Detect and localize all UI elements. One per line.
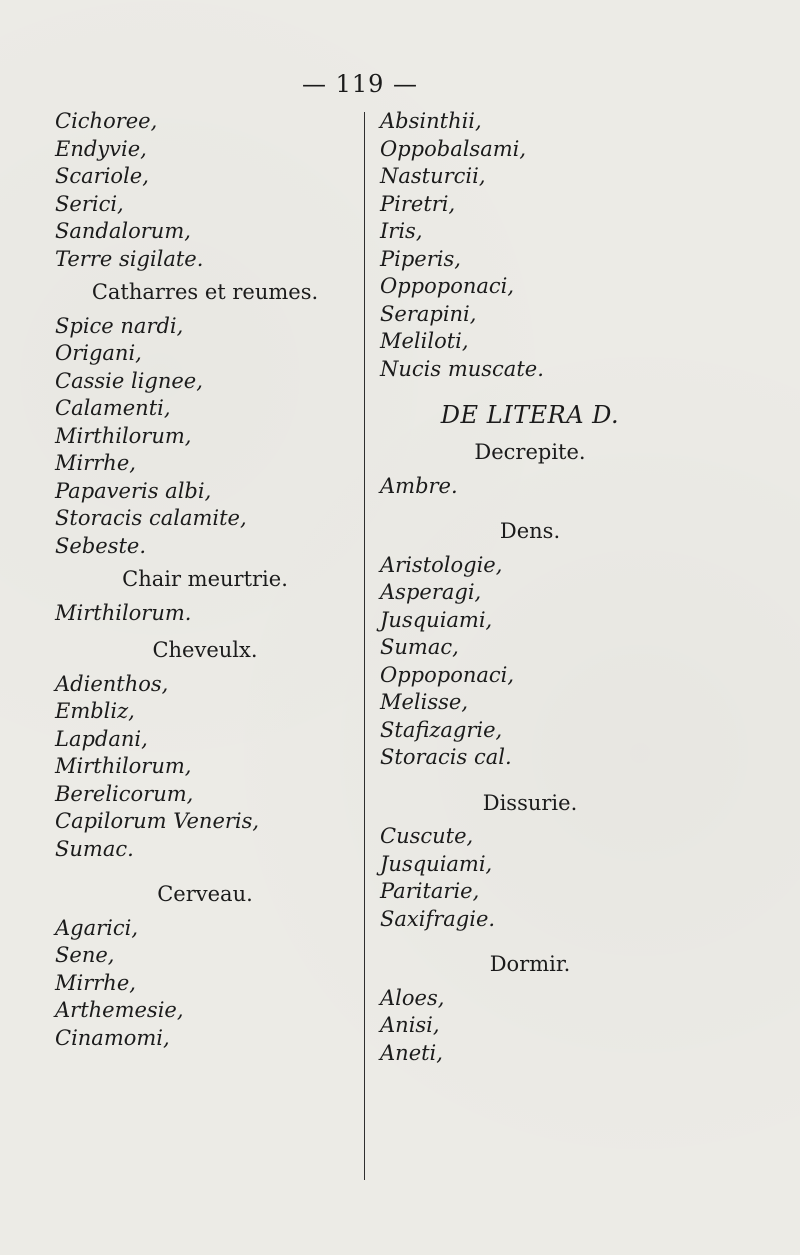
entry-line: Cichoree,	[55, 109, 158, 133]
entry-line: Terre sigilate.	[55, 246, 204, 271]
entry-line: Piretri,	[380, 191, 456, 216]
entry-line: Asperagi,	[380, 580, 482, 604]
section-heading: Chair meurtrie.	[122, 567, 288, 591]
left-block-5	[55, 915, 355, 1053]
entry-line: Mirrhe,	[55, 451, 136, 475]
section-heading: Decrepite.	[474, 440, 586, 464]
entry-line: Endyvie,	[55, 136, 147, 161]
entry-line: Oppoponaci,	[380, 274, 515, 298]
entry-line: Lapdani,	[55, 726, 148, 751]
entry-line: Stafizagrie,	[380, 717, 503, 742]
entry-line: Capilorum Veneris,	[55, 809, 260, 833]
entry-line: Sandalorum,	[55, 219, 191, 243]
entry-line: Sumac.	[55, 836, 134, 861]
right-block-2	[380, 473, 680, 501]
right-block-3	[380, 552, 680, 772]
entry-line: Berelicorum,	[55, 781, 194, 806]
left-block-2	[55, 313, 355, 561]
right-column	[380, 108, 680, 1067]
entry-line: Absinthii,	[380, 109, 482, 133]
entry-line: Jusquiami,	[380, 851, 493, 876]
entry-line: Mirthilorum.	[55, 600, 192, 625]
entry-line: Nucis muscate.	[380, 356, 544, 381]
entry-line: Meliloti,	[380, 329, 469, 353]
section-heading: Cheveulx.	[152, 638, 258, 662]
left-column	[55, 108, 355, 1052]
entry-line: Anisi,	[380, 1013, 440, 1037]
entry-line: Nasturcii,	[380, 164, 486, 188]
entry-line: Sene,	[55, 943, 115, 967]
entry-line: Adienthos,	[55, 671, 169, 696]
entry-line: Embliz,	[55, 699, 135, 723]
entry-line: Aneti,	[380, 1040, 443, 1065]
left-block-3	[55, 600, 355, 628]
entry-line: Agarici,	[55, 915, 139, 940]
page-number: — 119 —	[301, 70, 419, 98]
left-block-1	[55, 108, 355, 273]
chapter-title: DE LITERA D.	[440, 401, 620, 429]
entry-line: Mirthilorum,	[55, 754, 192, 778]
entry-line: Oppoponaci,	[380, 662, 515, 687]
entry-line: Serici,	[55, 191, 124, 216]
entry-line: Piperis,	[380, 246, 461, 271]
entry-line: Storacis calamite,	[55, 506, 247, 530]
entry-line: Mirrhe,	[55, 970, 136, 995]
entry-line: Calamenti,	[55, 396, 171, 420]
section-heading: Catharres et reumes.	[91, 280, 319, 304]
entry-line: Papaveris albi,	[55, 478, 212, 503]
entry-line: Oppobalsami,	[380, 136, 527, 161]
entry-line: Sumac,	[380, 635, 459, 659]
entry-line: Cuscute,	[380, 824, 474, 848]
entry-line: Iris,	[380, 219, 423, 243]
entry-line: Aristologie,	[380, 552, 503, 577]
entry-line: Cinamomi,	[55, 1025, 170, 1050]
entry-line: Melisse,	[380, 690, 469, 714]
entry-line: Paritarie,	[380, 879, 480, 903]
left-block-4	[55, 671, 355, 864]
entry-line: Storacis cal.	[380, 745, 512, 769]
section-heading: Cerveau.	[157, 882, 253, 906]
entry-line: Sebeste.	[55, 533, 147, 558]
entry-line: Saxifragie.	[380, 906, 496, 931]
entry-line: Origani,	[55, 341, 142, 365]
entry-line: Aloes,	[380, 985, 445, 1010]
right-block-4	[380, 823, 680, 933]
section-heading: Dissurie.	[482, 790, 578, 815]
entry-line: Jusquiami,	[380, 607, 493, 632]
column-divider	[364, 112, 365, 1180]
entry-line: Arthemesie,	[55, 998, 184, 1022]
entry-line: Mirthilorum,	[55, 423, 192, 448]
section-heading: Dens.	[499, 519, 561, 543]
right-block-5	[380, 985, 680, 1068]
entry-line: Ambre.	[380, 473, 458, 498]
entry-line: Scariole,	[55, 164, 149, 188]
entry-line: Serapini,	[380, 301, 477, 326]
section-heading: Dormir.	[489, 952, 571, 976]
entry-line: Spice nardi,	[55, 313, 184, 338]
entry-line: Cassie lignee,	[55, 368, 203, 393]
right-block-1	[380, 108, 680, 383]
